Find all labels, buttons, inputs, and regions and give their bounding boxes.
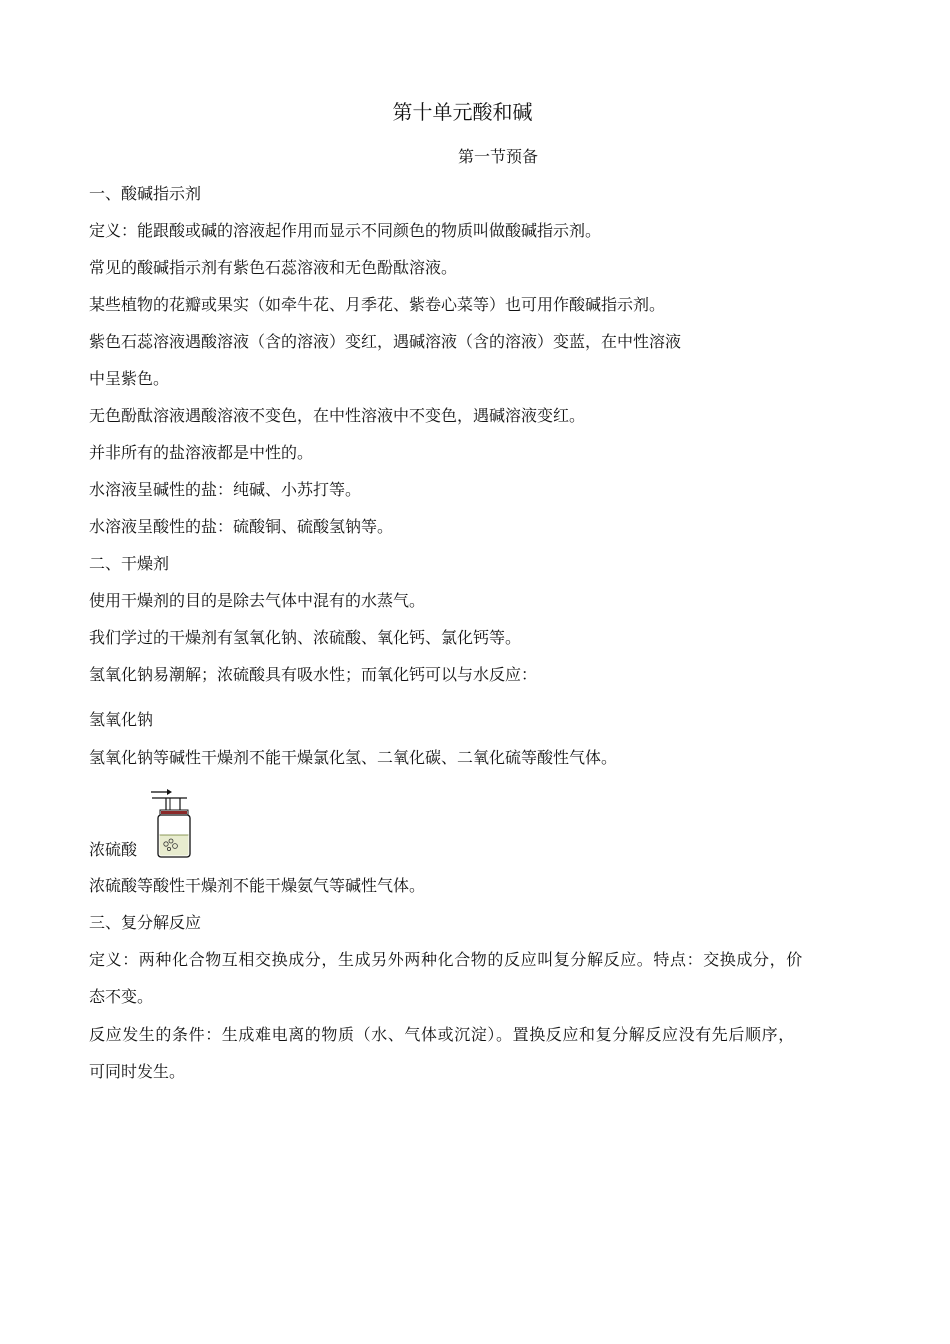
paragraph-dd-conditions-1: 反应发生的条件：生成难电离的物质（水、气体或沉淀）。置换反应和复分解反应没有先后顺序，	[89, 1025, 795, 1044]
paragraph-dd-definition-1: 定义：两种化合物互相交换成分，生成另外两种化合物的反应叫复分解反应。特点：交换成分，价	[89, 950, 803, 969]
paragraph-desiccant-purpose: 使用干燥剂的目的是除去气体中混有的水蒸气。	[89, 591, 426, 610]
heading-desiccants: 二、干燥剂	[89, 554, 170, 573]
page-title: 第十单元酸和碱	[392, 100, 533, 124]
paragraph-salt-neutral: 并非所有的盐溶液都是中性的。	[89, 443, 314, 462]
gas-washing-bottle-icon	[147, 788, 197, 860]
paragraph-plant-indicators: 某些植物的花瓣或果实（如牵牛花、月季花、紫卷心菜等）也可用作酸碱指示剂。	[89, 295, 666, 314]
paragraph-dd-definition-2: 态不变。	[89, 987, 154, 1006]
paragraph-common-indicators: 常见的酸碱指示剂有紫色石蕊溶液和无色酚酞溶液。	[89, 258, 458, 277]
paragraph-dd-conditions-2: 可同时发生。	[89, 1062, 186, 1081]
heading-indicators: 一、酸碱指示剂	[89, 184, 202, 203]
label-sodium-hydroxide: 氢氧化钠	[89, 710, 154, 729]
section-subtitle: 第一节预备	[457, 147, 538, 166]
paragraph-desiccant-list: 我们学过的干燥剂有氢氧化钠、浓硫酸、氧化钙、氯化钙等。	[89, 628, 522, 647]
paragraph-desiccant-properties: 氢氧化钠易潮解；浓硫酸具有吸水性；而氧化钙可以与水反应：	[89, 665, 538, 684]
paragraph-naoh-limit: 氢氧化钠等碱性干燥剂不能干燥氯化氢、二氧化碳、二氧化硫等酸性气体。	[89, 748, 618, 767]
paragraph-basic-salts: 水溶液呈碱性的盐：纯碱、小苏打等。	[89, 480, 362, 499]
paragraph-h2so4-limit: 浓硫酸等酸性干燥剂不能干燥氨气等碱性气体。	[89, 876, 426, 895]
heading-double-decomposition: 三、复分解反应	[89, 913, 202, 932]
paragraph-phenolphthalein: 无色酚酞溶液遇酸溶液不变色，在中性溶液中不变色，遇碱溶液变红。	[89, 406, 586, 425]
paragraph-acidic-salts: 水溶液呈酸性的盐：硫酸铜、硫酸氢钠等。	[89, 517, 394, 536]
label-sulfuric-acid: 浓硫酸	[89, 840, 138, 859]
paragraph-definition: 定义：能跟酸或碱的溶液起作用而显示不同颜色的物质叫做酸碱指示剂。	[89, 221, 602, 240]
paragraph-litmus-2: 中呈紫色。	[89, 369, 170, 388]
paragraph-litmus-1: 紫色石蕊溶液遇酸溶液（含的溶液）变红，遇碱溶液（含的溶液）变蓝，在中性溶液	[89, 332, 682, 351]
